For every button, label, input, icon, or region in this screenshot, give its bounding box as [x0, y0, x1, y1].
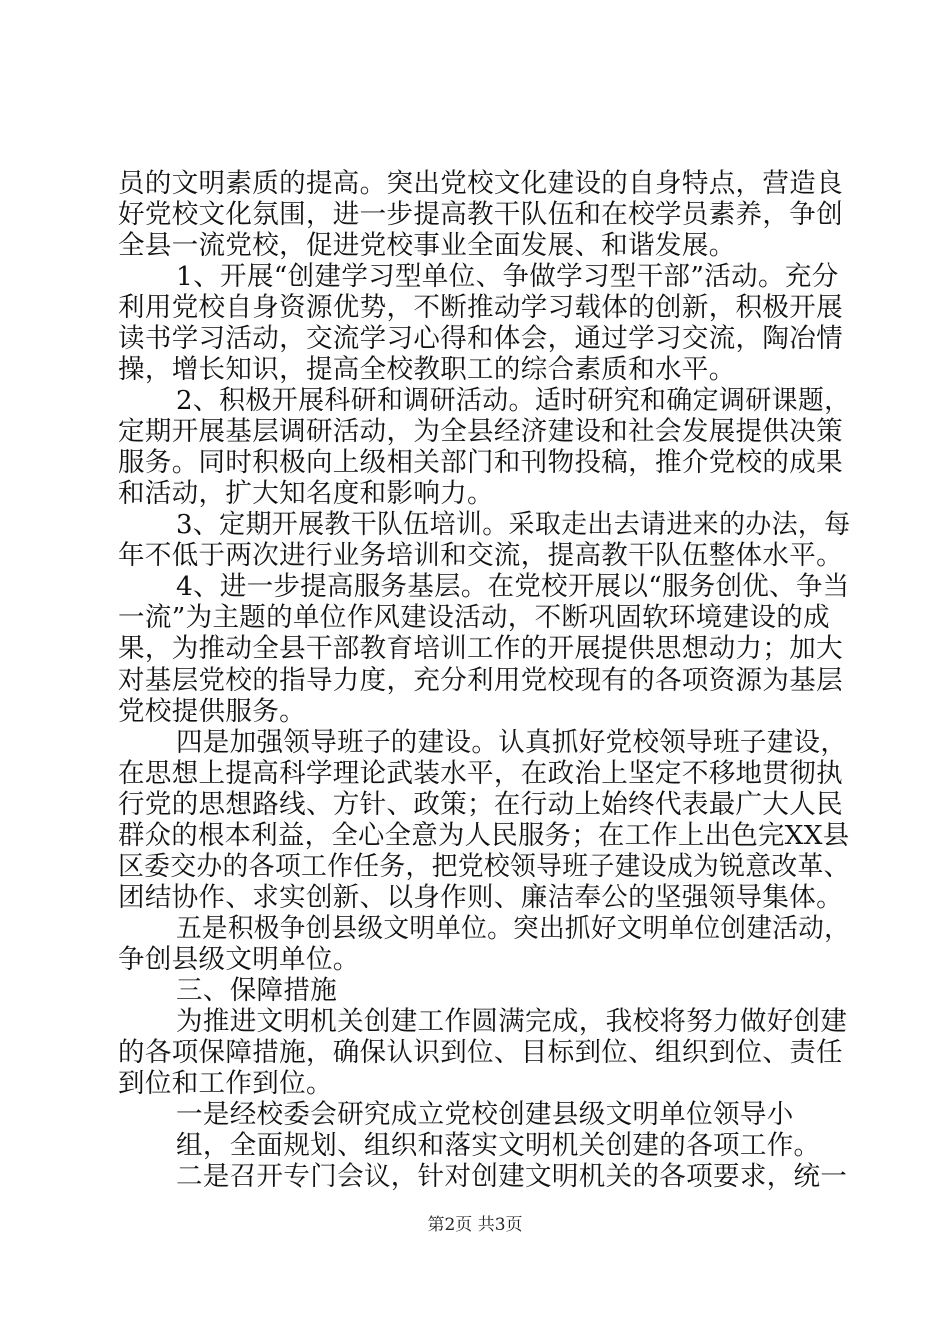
text-line: 3、定期开展教干队伍培训。采取走出去请进来的办法，每 [176, 509, 851, 541]
text-line: 好党校文化氛围，进一步提高教干队伍和在校学员素养，争创 [118, 199, 843, 231]
text-line: 五是积极争创县级文明单位。突出抓好文明单位创建活动， [176, 912, 851, 944]
text-line: 争创县级文明单位。 [118, 943, 360, 975]
text-line: 四是加强领导班子的建设。认真抓好党校领导班子建设， [176, 726, 848, 758]
section-heading: 三、保障措施 [176, 974, 338, 1006]
text-line: 定期开展基层调研活动，为全县经济建设和社会发展提供决策 [118, 416, 843, 448]
text-line: 读书学习活动，交流学习心得和体会，通过学习交流，陶冶情 [118, 323, 843, 355]
text-line: 党校提供服务。 [118, 695, 306, 727]
text-line: 4、进一步提高服务基层。在党校开展以“服务创优、争当 [176, 571, 850, 603]
text-line: 团结协作、求实创新、以身作则、廉洁奉公的坚强领导集体。 [118, 881, 843, 913]
text-line: 到位和工作到位。 [118, 1067, 333, 1099]
text-line: 一流”为主题的单位作风建设活动，不断巩固软环境建设的成 [118, 602, 830, 634]
text-line: 年不低于两次进行业务培训和交流，提高教干队伍整体水平。 [118, 540, 843, 572]
text-line: 一是经校委会研究成立党校创建县级文明单位领导小 [176, 1098, 794, 1130]
text-line: 利用党校自身资源优势，不断推动学习载体的创新，积极开展 [118, 292, 843, 324]
text-line: 2、积极开展科研和调研活动。适时研究和确定调研课题， [176, 385, 851, 417]
text-line: 群众的根本利益，全心全意为人民服务；在工作上出色完XX县 [118, 819, 850, 851]
text-line: 行党的思想路线、方针、政策；在行动上始终代表最广大人民 [118, 788, 843, 820]
text-line: 全县一流党校，促进党校事业全面发展、和谐发展。 [118, 230, 736, 262]
text-line: 1、开展“创建学习型单位、争做学习型干部”活动。充分 [176, 261, 839, 293]
text-line: 和活动，扩大知名度和影响力。 [118, 478, 494, 510]
text-line: 在思想上提高科学理论武装水平，在政治上坚定不移地贯彻执 [118, 757, 843, 789]
text-line: 果，为推动全县干部教育培训工作的开展提供思想动力；加大 [118, 633, 843, 665]
text-line: 组，全面规划、组织和落实文明机关创建的各项工作。 [176, 1129, 821, 1161]
text-line: 员的文明素质的提高。突出党校文化建设的自身特点，营造良 [118, 168, 843, 199]
text-line: 对基层党校的指导力度，充分利用党校现有的各项资源为基层 [118, 664, 843, 696]
text-line: 二是召开专门会议，针对创建文明机关的各项要求，统一 [176, 1161, 848, 1193]
text-line: 的各项保障措施，确保认识到位、目标到位、组织到位、责任 [118, 1036, 843, 1068]
text-line: 服务。同时积极向上级相关部门和刊物投稿，推介党校的成果 [118, 447, 843, 479]
text-line: 区委交办的各项工作任务，把党校领导班子建设成为锐意改革、 [118, 850, 850, 882]
page-footer: 第2页 共3页 [427, 1215, 523, 1235]
text-line: 操，增长知识，提高全校教职工的综合素质和水平。 [118, 354, 736, 386]
text-line: 为推进文明机关创建工作圆满完成，我校将努力做好创建 [176, 1005, 848, 1037]
